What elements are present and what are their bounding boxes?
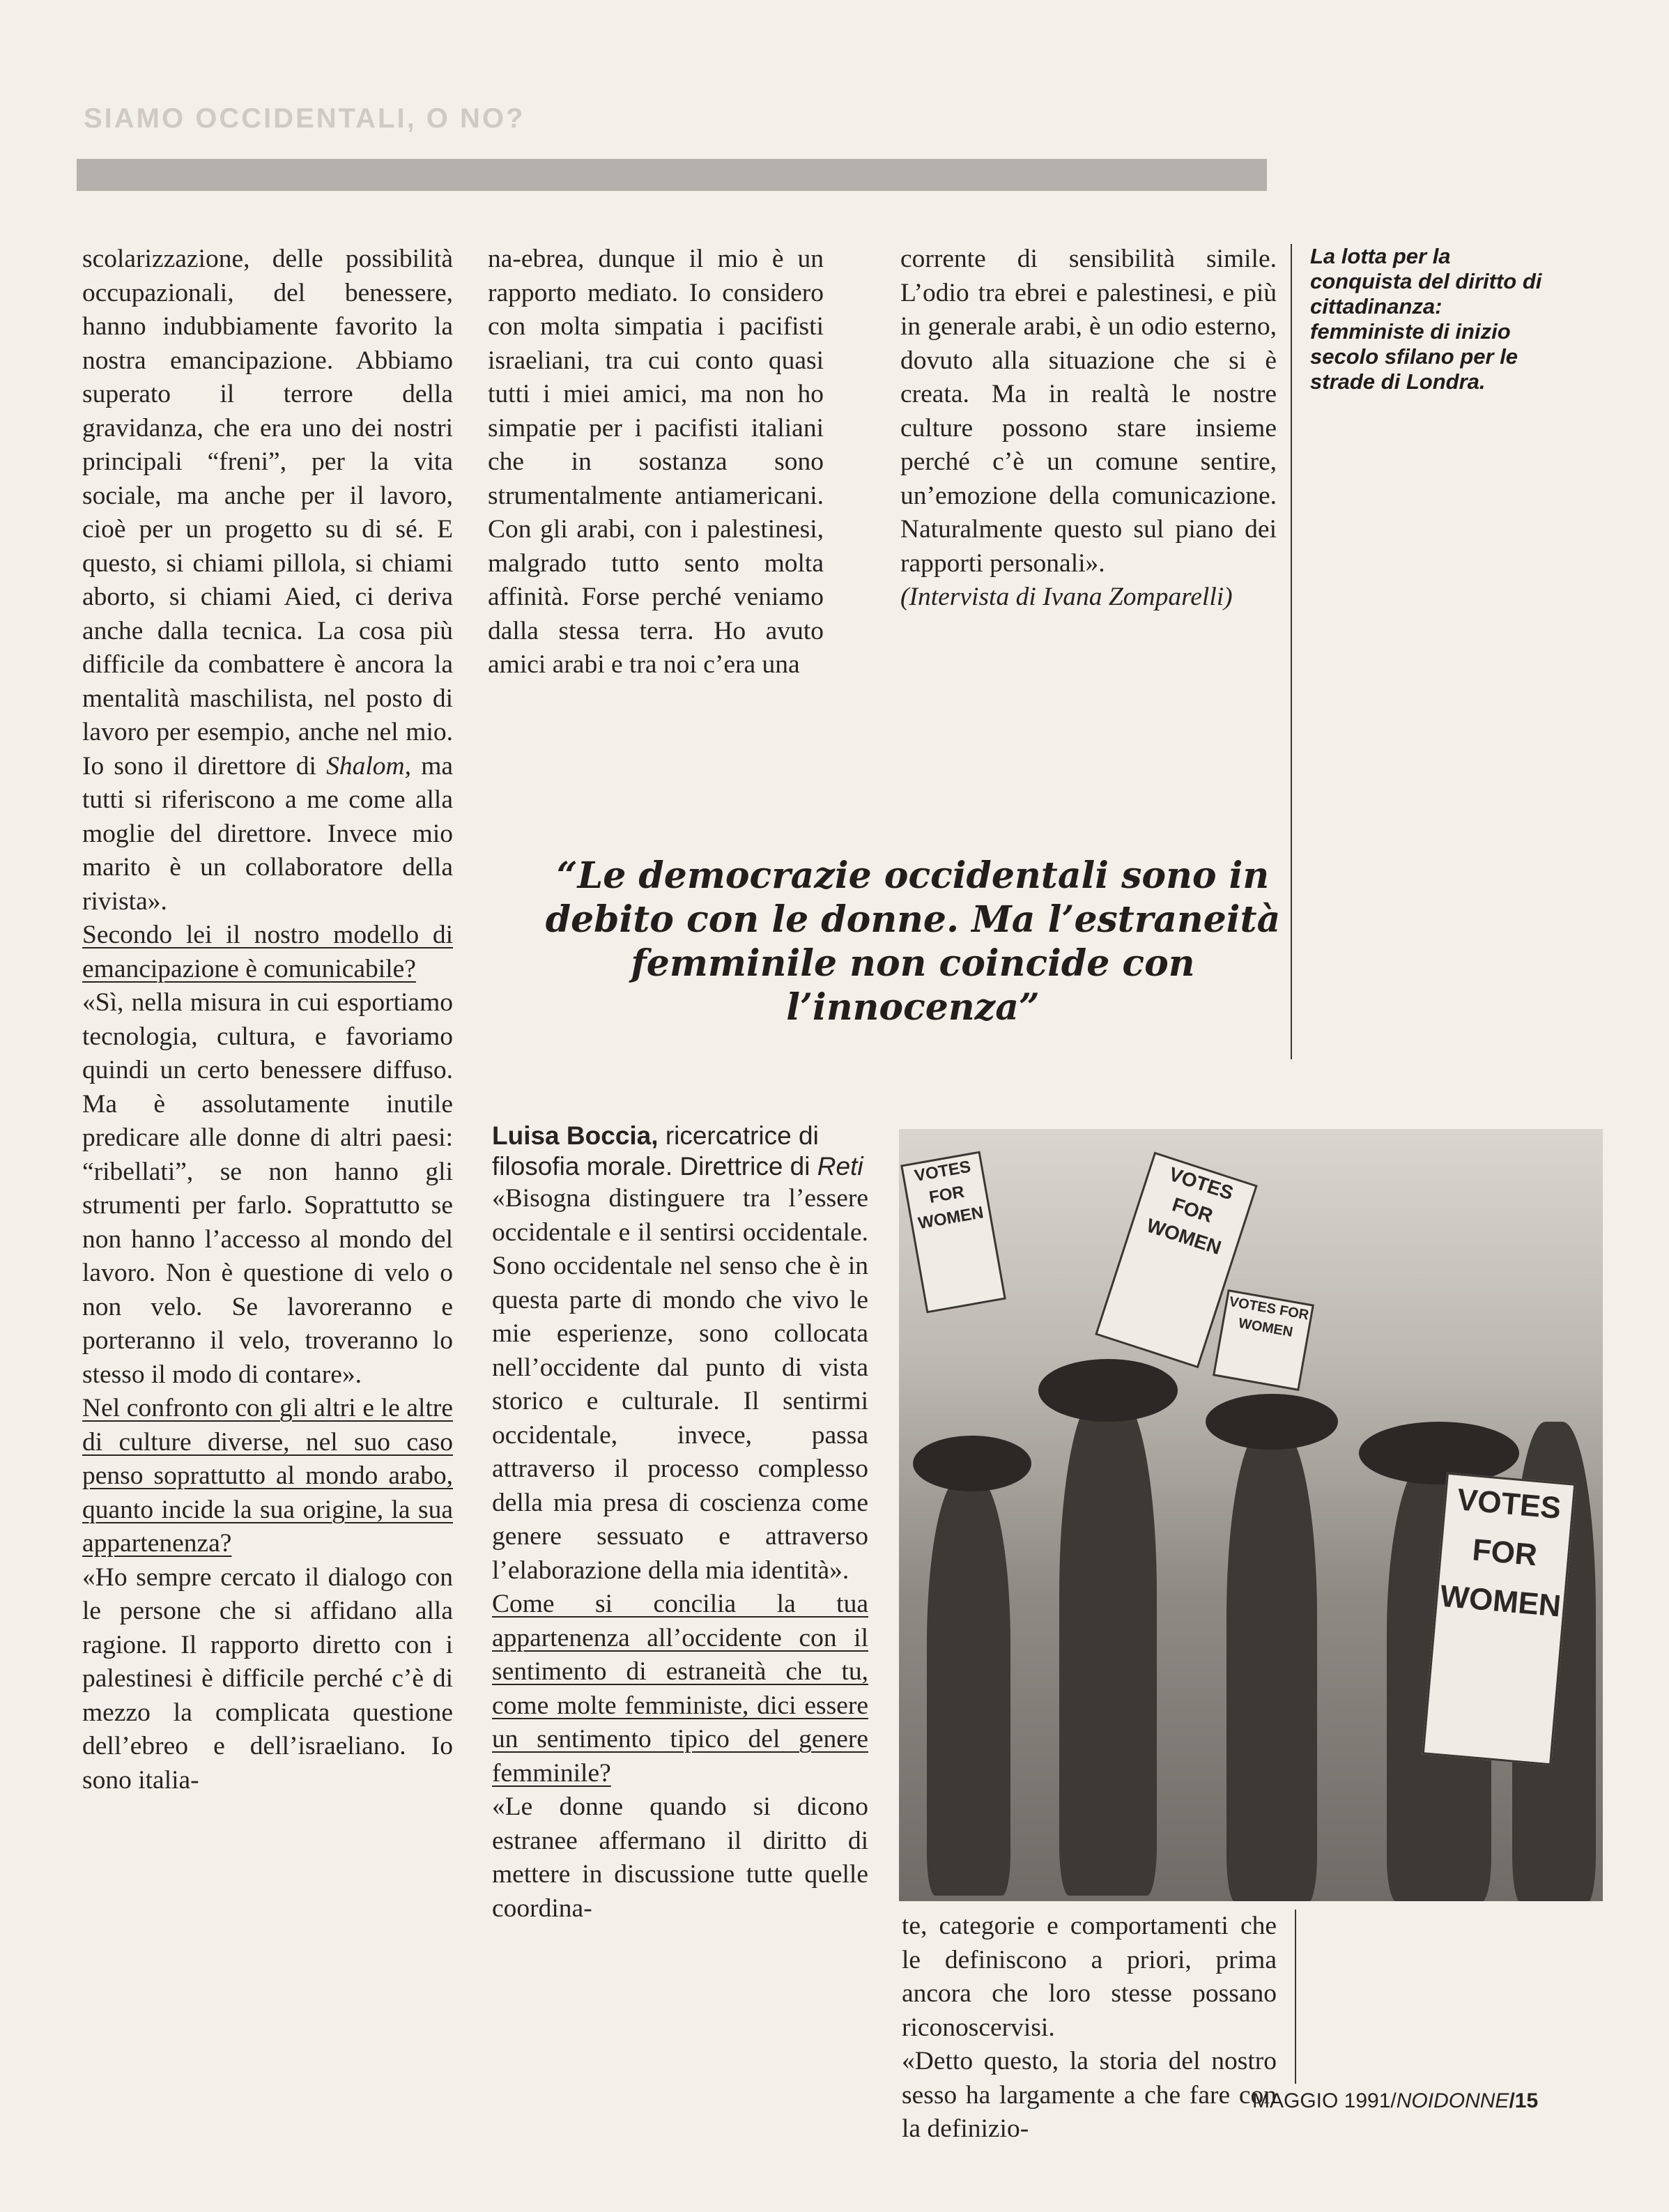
author-name: Luisa Boccia,: [492, 1121, 659, 1150]
marcher-hat: [1038, 1359, 1178, 1422]
article-column-1: [82, 243, 453, 1797]
col1-paragraph-1-end: ma tutti si riferiscono a me come alla moglie del direttore. Invece mio marito è un collaboratore della rivista».: [82, 751, 454, 916]
author-publication: Reti: [817, 1152, 863, 1181]
votes-for-women-sign: VOTES FOR WOMEN: [1422, 1473, 1576, 1766]
interview-answer: «Le donne quando si dicono estranee affermano il diritto di mettere in discussione tutte quelle coordina-: [492, 1792, 868, 1923]
pull-quote: “Le democrazie occidentali sono in debito con le donne. Ma l’estraneità femminile non coincide con l’innocenza”: [545, 854, 1281, 1029]
col1-paragraph-1: scolarizzazione, delle possibilità occupazionali, del benessere, hanno indubbiamente favorito la nostra emancipazione. Abbiamo superato il terrore della gravidanza, che era uno dei nostri principali “freni”, per la vita sociale, ma anche per il lavoro, cioè per un progetto su di sé. E questo, si chiami pillola, si chiami aborto, si chiami Aied, ci deriva anche dalla tecnica. La cosa più difficile da combattere è ancora la mentalità maschilista, nel posto di lavoro per esempio, anche nel mio. Io sono il direttore di: [82, 245, 453, 781]
page-number: /15: [1509, 2089, 1539, 2112]
author-role: ricercatrice di filosofia morale. Direttrice di: [492, 1121, 819, 1181]
votes-for-women-sign: VOTES FOR WOMEN: [1213, 1289, 1314, 1391]
article-column-2: [488, 243, 824, 682]
photo-caption: La lotta per la conquista del diritto di cittadinanza: femministe di inizio secolo sfilano per le strade di Londra.: [1310, 244, 1542, 394]
votes-for-women-sign: VOTES FOR WOMEN: [900, 1151, 1006, 1314]
interview-question: Come si concilia la tua appartenenza all’occidente con il sentimento di estraneità che tu, come molte femministe, dici essere un sentimento tipico del genere femminile?: [492, 1590, 868, 1788]
col-c-paragraph: «Detto questo, la storia del nostro sesso ha largamente a che fare con la definizio-: [902, 2047, 1277, 2143]
magazine-title: NOIDONNE: [1396, 2089, 1509, 2112]
col-b-paragraph: «Bisogna distinguere tra l’essere occidentale e il sentirsi occidentale. Sono occidentale nel senso che è in questa parte di mondo che vivo le mie esperienze, sono collocata nell’occidente dal punto di vista storico e culturale. Il sentirmi occidentale, invece, passa attraverso il processo complesso della mia presa di coscienza come genere sessuato e attraverso l’elaborazione della mia identità».: [492, 1184, 868, 1585]
votes-for-women-sign: VOTES FOR WOMEN: [1095, 1152, 1258, 1369]
interview-answer: «Ho sempre cercato il dialogo con le persone che si affidano alla ragione. Il rapporto diretto con i palestinesi è difficile perché c’è di mezzo la complicata questione dell’ebreo e dell’israeliano. Io sono italia-: [82, 1562, 453, 1795]
article-column-b: [492, 1121, 868, 1926]
marcher-hat: [913, 1436, 1031, 1491]
running-header: SIAMO OCCIDENTALI, O NO?: [84, 103, 525, 134]
column-divider: [1295, 1910, 1296, 2084]
suffragette-march-photo: [899, 1129, 1603, 1901]
marcher-hat: [1359, 1422, 1519, 1484]
header-bar: [77, 159, 1267, 191]
interview-answer: «Sì, nella misura in cui esportiamo tecnologia, cultura, e favoriamo quindi un certo benessere diffuso. Ma è assolutamente inutile predicare alle donne di altri paesi: “ribellati”, se non hanno gli strumenti per farlo. Soprattutto se non hanno l’accesso al mondo del lavoro. Non è questione di velo o non velo. Se lavoreranno e porteranno il velo, troveranno lo stesso il modo di contare».: [82, 988, 453, 1389]
interview-credit: (Intervista di Ivana Zomparelli): [900, 583, 1233, 611]
magazine-name-shalom: Shalom,: [326, 751, 411, 781]
article-column-3: [900, 243, 1277, 615]
col3-paragraph: corrente di sensibilità simile. L’odio tra ebrei e palestinesi, e più in generale arabi, è un odio esterno, dovuto alla situazione che si è creata. Ma in realtà le nostre culture possono stare insieme perché c’è un comune sentire, un’emozione della comunicazione. Naturalmente questo sul piano dei rapporti personali».: [900, 245, 1277, 578]
marcher-figure: [927, 1477, 1010, 1896]
col2-paragraph: na-ebrea, dunque il mio è un rapporto mediato. Io considero con molta simpatia i pacifisti israeliani, tra cui conto quasi tutti i miei amici, ma non ho simpatie per i pacifisti italiani che in sostanza sono strumentalmente antiamericani. Con gli arabi, con i palestinesi, malgrado tutto sento molta affinità. Forse perché veniamo dalla stessa terra. Ho avuto amici arabi e tra noi c’era una: [488, 245, 824, 679]
article-column-c: [902, 1910, 1277, 2146]
issue-date: MAGGIO 1991/: [1252, 2089, 1397, 2112]
marcher-figure: [1226, 1429, 1317, 1901]
col-c-paragraph: te, categorie e comportamenti che le definiscono a priori, prima ancora che loro stesse possano riconoscervisi.: [902, 1912, 1277, 2042]
interview-question: Secondo lei il nostro modello di emancipazione è comunicabile?: [82, 921, 453, 983]
interview-question: Nel confronto con gli altri e le altre di culture diverse, nel suo caso penso soprattutto al mondo arabo, quanto incide la sua origine, la sua appartenenza?: [82, 1394, 453, 1558]
marcher-hat: [1206, 1394, 1338, 1450]
marcher-figure: [1059, 1394, 1157, 1896]
page-footer: [1252, 2089, 1539, 2113]
